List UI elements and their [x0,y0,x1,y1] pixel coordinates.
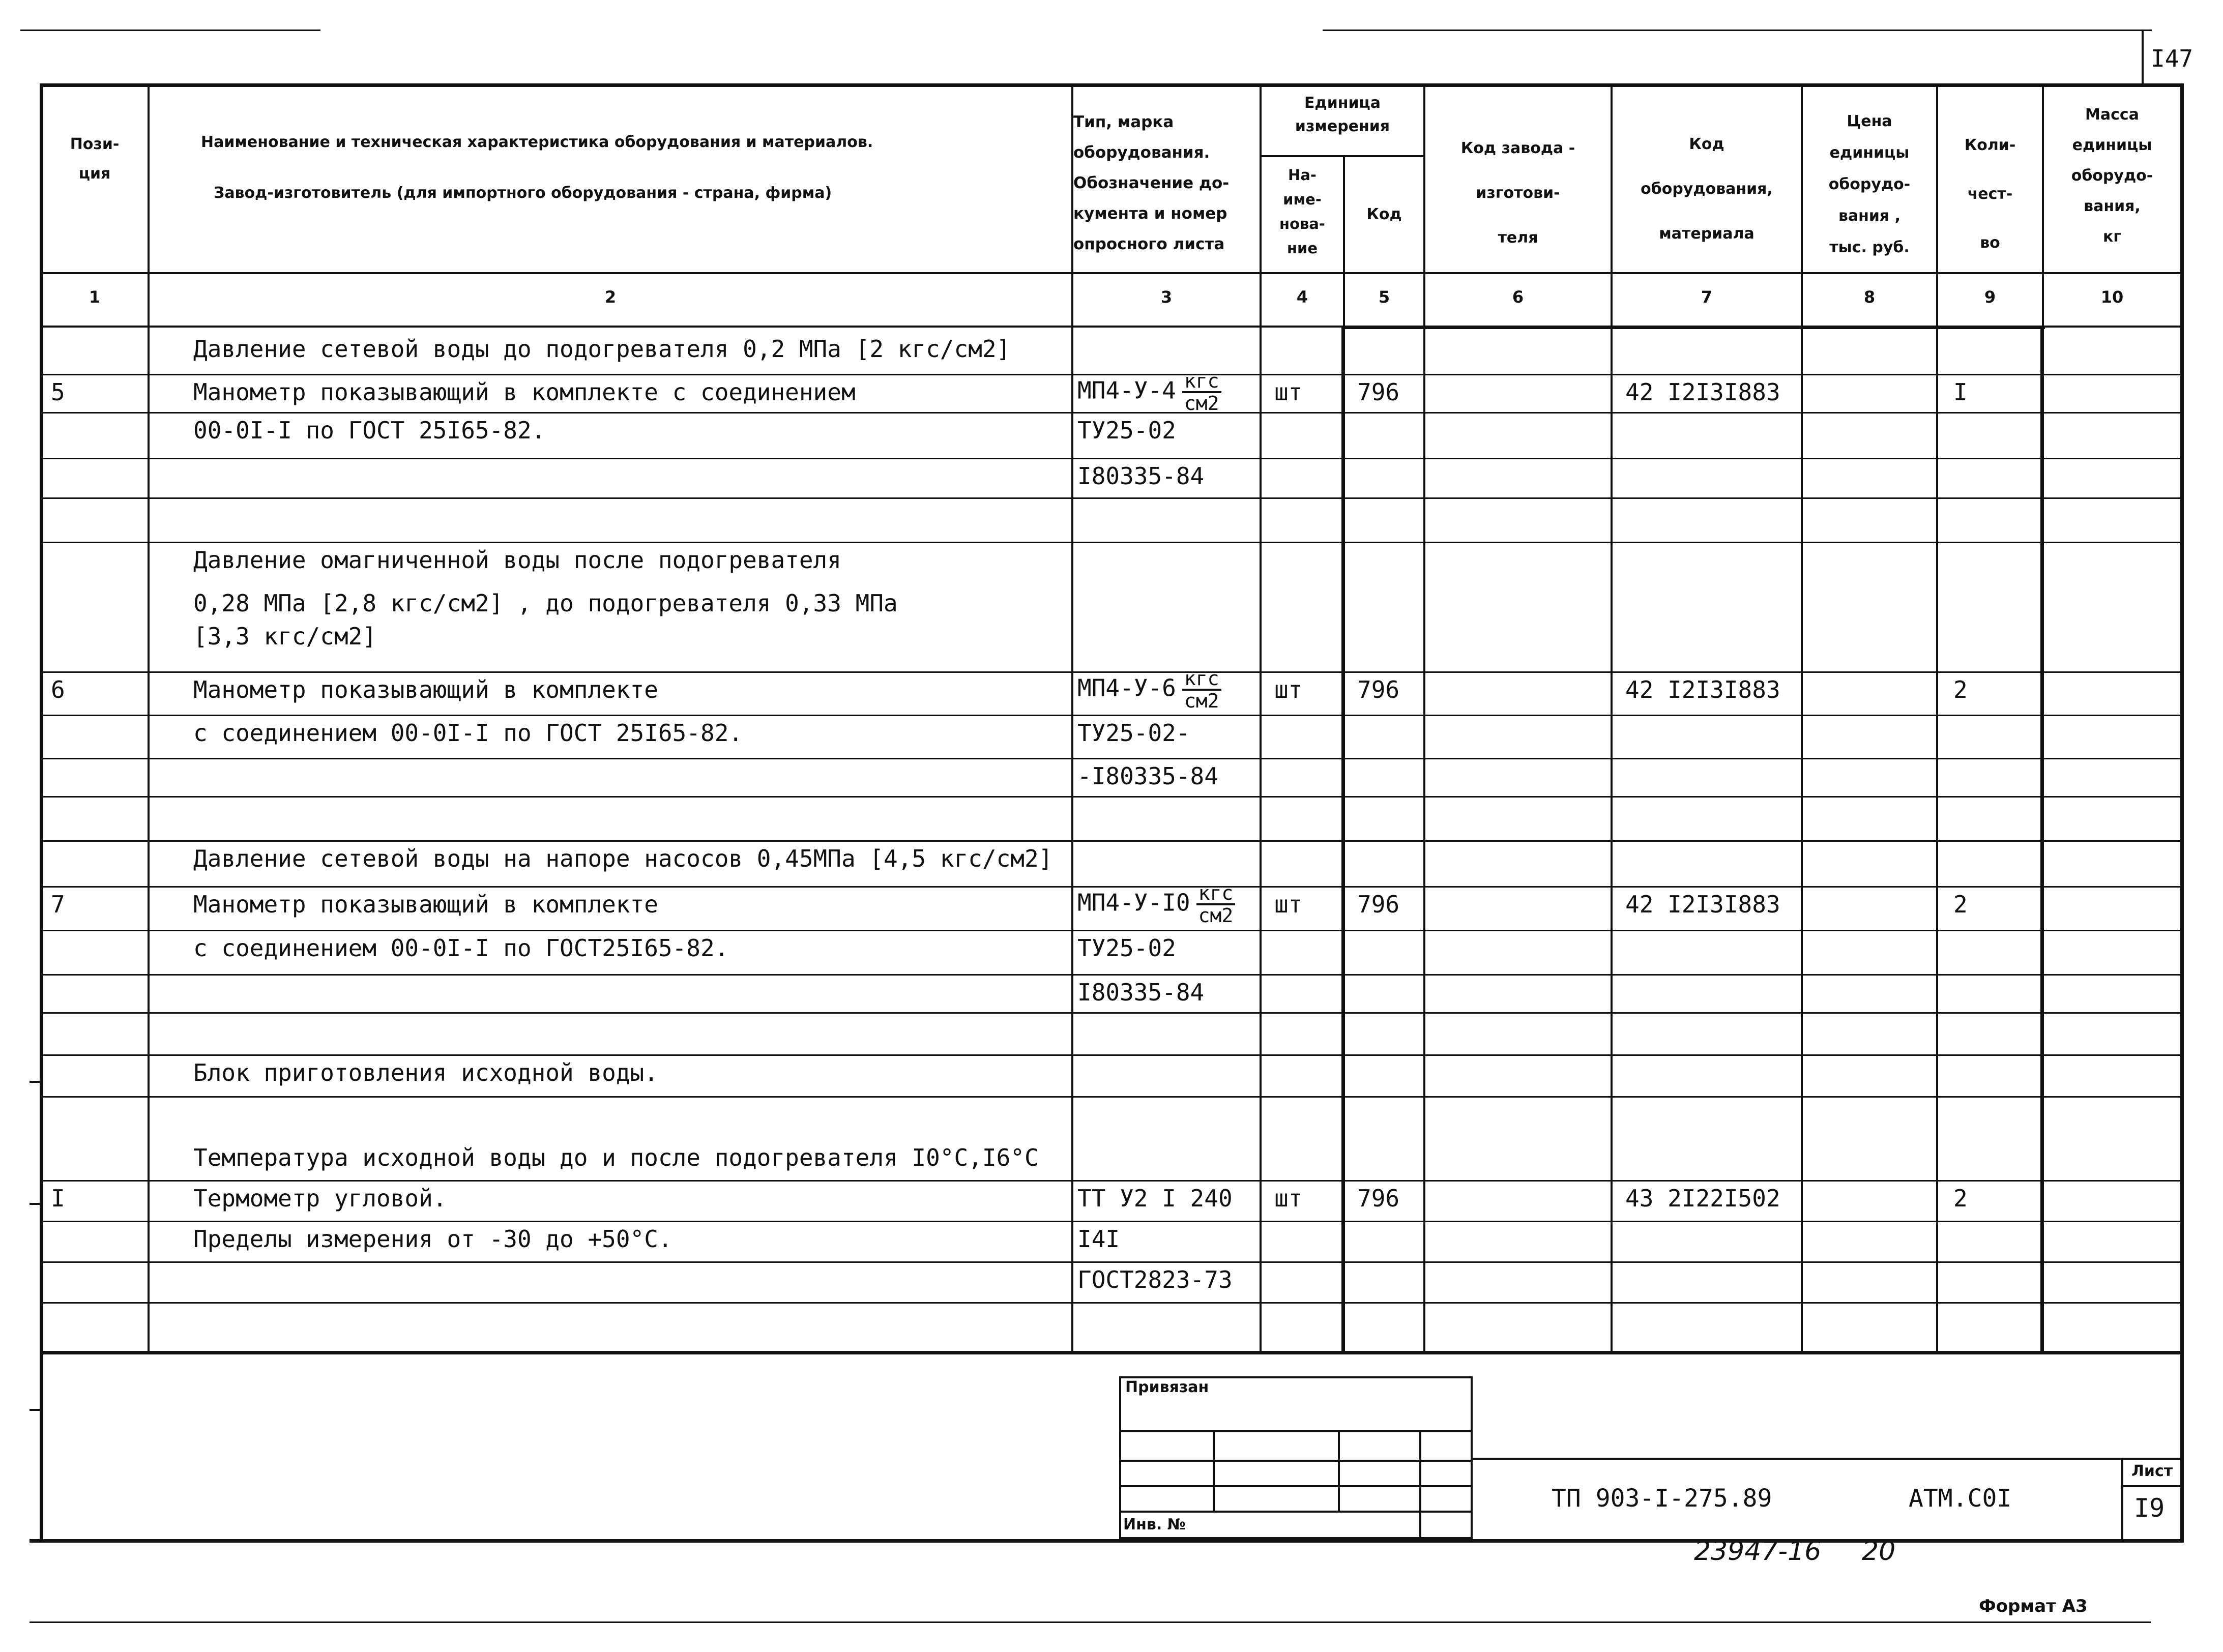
row-name-cell [193,1225,672,1253]
row-pos-cell [51,890,65,919]
row-type-text: ГОСТ2823-73 [1077,1266,1233,1293]
row-separator [40,974,2181,976]
table-top-border [40,83,2184,87]
row-name-cell [193,622,376,651]
row-separator [40,497,2181,499]
row-separator [40,1261,2181,1263]
row-pos-cell [51,378,65,406]
row-code-cell [1357,1184,1399,1213]
col-line-2 [1071,83,1073,1352]
row-name-cell [193,335,1010,363]
row-equip-cell [1625,675,1780,704]
row-qty-cell [1953,890,1968,919]
row-name-cell [193,378,856,406]
row-name-text: Давление сетевой воды до подогревателя 0,2 МПа [2 кгс/см2] [193,335,1011,363]
list-number: I9 [2134,1493,2165,1523]
header-col3: Тип, марка оборудования. Обозначение до- кумента и номер опросного листа [1073,113,1230,253]
top-rule-left [20,29,320,31]
row-name-cell [193,844,1052,873]
row-type-cell [1077,371,1221,414]
row-name-cell [193,416,545,445]
row-pos-text: 7 [51,891,65,918]
row-separator [40,1096,2181,1098]
row-unit-cell [1274,378,1302,406]
row-name-cell [193,890,658,919]
fraction-numerator: кгс [1182,371,1221,393]
edge-tick-2 [30,1203,41,1205]
row-code-text: 796 [1357,891,1400,918]
row-qty-cell [1953,1184,1968,1213]
row-name-cell [193,1058,658,1087]
row-code-text: 796 [1357,676,1400,703]
row-separator [40,542,2181,543]
col-line-8 [1936,83,1938,1352]
top-rule-right [1323,29,2152,31]
row-separator [40,930,2181,931]
col-line-7 [1801,83,1803,1352]
row-unit-cell [1274,1184,1302,1213]
row-unit-text: шт [1274,1185,1303,1212]
colnum-2: 2 [604,287,617,307]
row-type-cell [1077,719,1190,747]
row-qty-cell [1953,378,1968,406]
header-col2-line2: Завод-изготовитель (для импортного оборудования - страна, фирма) [214,184,832,202]
row-name-text: с соединением 00-0I-I по ГОСТ 25I65-82. [193,719,743,747]
row-name-text: Термометр угловой. [193,1185,447,1212]
row-code-cell [1357,890,1399,919]
row-qty-text: 2 [1953,1185,1968,1212]
header-unit-group: Единица измерения [1295,94,1390,135]
page-number: I47 [2151,45,2193,72]
col-line-5 [1423,83,1425,1352]
handwritten-sheet: 20 [1862,1536,1896,1567]
row-equip-cell [1625,1184,1780,1213]
row-type-cell [1077,416,1176,445]
row-type-text: ТУ25-02 [1077,934,1176,962]
header-col10: Масса единицы оборудо- вания, кг [2071,106,2153,246]
colnum-1: 1 [89,287,101,307]
row-name-text: Манометр показывающий в комплекте [193,891,658,918]
row-unit-text: шт [1274,676,1303,703]
row-separator [40,1054,2181,1056]
edge-tick-3 [30,1409,41,1411]
list-box-line [2121,1485,2182,1487]
doc-code: ТП 903-I-275.89 [1552,1484,1772,1513]
edge-tick-1 [30,1081,41,1083]
row-name-cell [193,1184,447,1213]
row-equip-cell [1625,890,1780,919]
table-body-bottom [40,1351,2182,1354]
row-type-cell [1077,1265,1233,1294]
row-pos-text: 5 [51,378,65,406]
stamp-vline-2 [1338,1430,1340,1512]
row-type-text: ТТ У2 I 240 [1077,1185,1233,1212]
row-name-text: [3,3 кгс/см2] [193,623,377,650]
row-name-cell [193,589,898,617]
row-qty-cell [1953,675,1968,704]
format-label: Формат А3 [1979,1596,2088,1616]
col-line-1 [148,83,150,1352]
colnum-9: 9 [1984,287,1996,307]
row-code-text: 796 [1357,1185,1400,1212]
row-unit-text: шт [1274,378,1303,406]
row-name-text: 0,28 МПа [2,8 кгс/см2] , до подогревателя 0,33 МПа [193,589,898,617]
row-type-cell [1077,883,1235,926]
colnum-5: 5 [1378,287,1390,307]
row-type-cell [1077,934,1176,962]
header-col2-line1: Наименование и техническая характеристика оборудования и материалов. [201,133,873,151]
row-separator [40,1012,2181,1014]
row-name-text: Манометр показывающий в комплекте [193,676,658,703]
row-type-text: -I80335-84 [1077,762,1218,790]
row-equip-text: 43 2I22I502 [1625,1185,1780,1212]
row-name-cell [193,546,841,574]
row-name-text: Давление сетевой воды на напоре насосов 0,45МПа [4,5 кгс/см2] [193,845,1053,872]
row-equip-text: 42 I2I3I883 [1625,891,1780,918]
colnum-6: 6 [1512,287,1524,307]
row-pos-cell [51,1184,65,1213]
row-name-cell [193,1143,1039,1172]
row-unit-cell [1274,675,1302,704]
row-code-cell [1357,378,1399,406]
page-number-box-left [2142,29,2144,85]
row-type-text: МП4-У-6 [1077,674,1176,702]
row-separator [40,458,2181,459]
row-type-cell [1077,762,1218,790]
doc-atm: АТМ.С0I [1909,1484,2012,1513]
unit-group-line [1260,155,1423,157]
row-separator [40,715,2181,716]
fraction-numerator: кгс [1196,883,1236,905]
stamp-vline-1 [1213,1430,1215,1512]
unit-fraction [1182,668,1221,711]
inv-label: Инв. № [1123,1516,1186,1533]
inner-box-left [1341,326,1345,1353]
stamp-vline-3 [1419,1430,1421,1539]
row-name-text: с соединением 00-0I-I по ГОСТ25I65-82. [193,934,729,962]
row-separator [40,1180,2181,1182]
row-qty-text: 2 [1953,891,1968,918]
unit-fraction [1196,883,1236,926]
colnum-7: 7 [1701,287,1713,307]
header-col4: На- име- нова- ние [1279,166,1325,257]
row-code-text: 796 [1357,378,1400,406]
row-qty-text: I [1953,378,1968,406]
row-name-cell [193,675,658,704]
row-name-cell [193,934,728,962]
colnum-3: 3 [1160,287,1173,307]
colnum-4: 4 [1296,287,1308,307]
row-name-cell [193,719,743,747]
row-type-text: МП4-У-I0 [1077,889,1190,917]
row-type-text: I4I [1077,1225,1120,1253]
row-equip-text: 42 I2I3I883 [1625,378,1780,406]
col-line-6 [1611,83,1613,1352]
row-name-text: Пределы измерения от -30 до +50°С. [193,1225,672,1253]
row-pos-text: I [51,1185,65,1212]
header-col8: Цена единицы оборудо- вания , тыс. руб. [1828,112,1911,256]
row-code-cell [1357,675,1399,704]
list-box-left [2121,1458,2123,1539]
list-label: Лист [2131,1462,2173,1480]
row-type-cell [1077,462,1204,490]
header-col6: Код завода - изготови- теля [1460,139,1575,247]
row-name-text: 00-0I-I по ГОСТ 25I65-82. [193,417,546,444]
table-right-border [2180,83,2184,1541]
row-equip-text: 42 I2I3I883 [1625,676,1780,703]
row-qty-text: 2 [1953,676,1968,703]
title-block-line [1473,1458,2182,1460]
header-col9: Коли- чест- во [1964,136,2016,252]
row-name-text: Температура исходной воды до и после подогревателя I0°С,I6°С [193,1144,1039,1171]
header-col1: Пози- ция [70,135,120,183]
row-type-text: МП4-У-4 [1077,376,1176,404]
footer-rule [30,1621,2151,1623]
row-name-text: Блок приготовления исходной воды. [193,1059,658,1086]
row-type-cell [1077,1225,1120,1253]
row-unit-cell [1274,890,1302,919]
fraction-denominator: см2 [1198,904,1234,927]
row-separator [40,1302,2181,1304]
row-pos-cell [51,675,65,704]
row-separator [40,1221,2181,1222]
header-col7: Код оборудования, материала [1641,135,1773,243]
row-type-cell [1077,1184,1233,1213]
row-name-text: Манометр показывающий в комплекте с соединением [193,378,856,406]
unit-fraction [1182,371,1221,414]
inner-box-top [1343,326,2045,329]
row-type-text: ТУ25-02- [1077,719,1190,747]
row-type-cell [1077,668,1221,711]
row-separator [40,840,2181,842]
row-pos-text: 6 [51,676,65,703]
row-equip-cell [1625,378,1780,406]
row-separator [40,758,2181,759]
fraction-denominator: см2 [1184,392,1219,415]
row-type-text: ТУ25-02 [1077,417,1176,444]
row-type-text: I80335-84 [1077,979,1205,1006]
table-bottom-border [30,1539,2184,1543]
row-unit-text: шт [1274,891,1303,918]
colnum-10: 10 [2100,287,2124,307]
header-col5: Код [1366,205,1402,223]
row-name-text: Давление омагниченной воды после подогревателя [193,546,841,574]
colnum-8: 8 [1863,287,1876,307]
col-line-3 [1260,83,1262,1352]
inner-box-right [2040,326,2044,1353]
privyazan-label: Привязан [1125,1378,1209,1396]
fraction-numerator: кгс [1182,668,1221,691]
row-type-text: I80335-84 [1077,462,1205,490]
fraction-denominator: см2 [1184,690,1219,712]
handwritten-number: 23947-16 [1694,1536,1822,1567]
row-separator [40,796,2181,798]
header-bottom-line [40,272,2181,274]
row-type-cell [1077,978,1204,1007]
